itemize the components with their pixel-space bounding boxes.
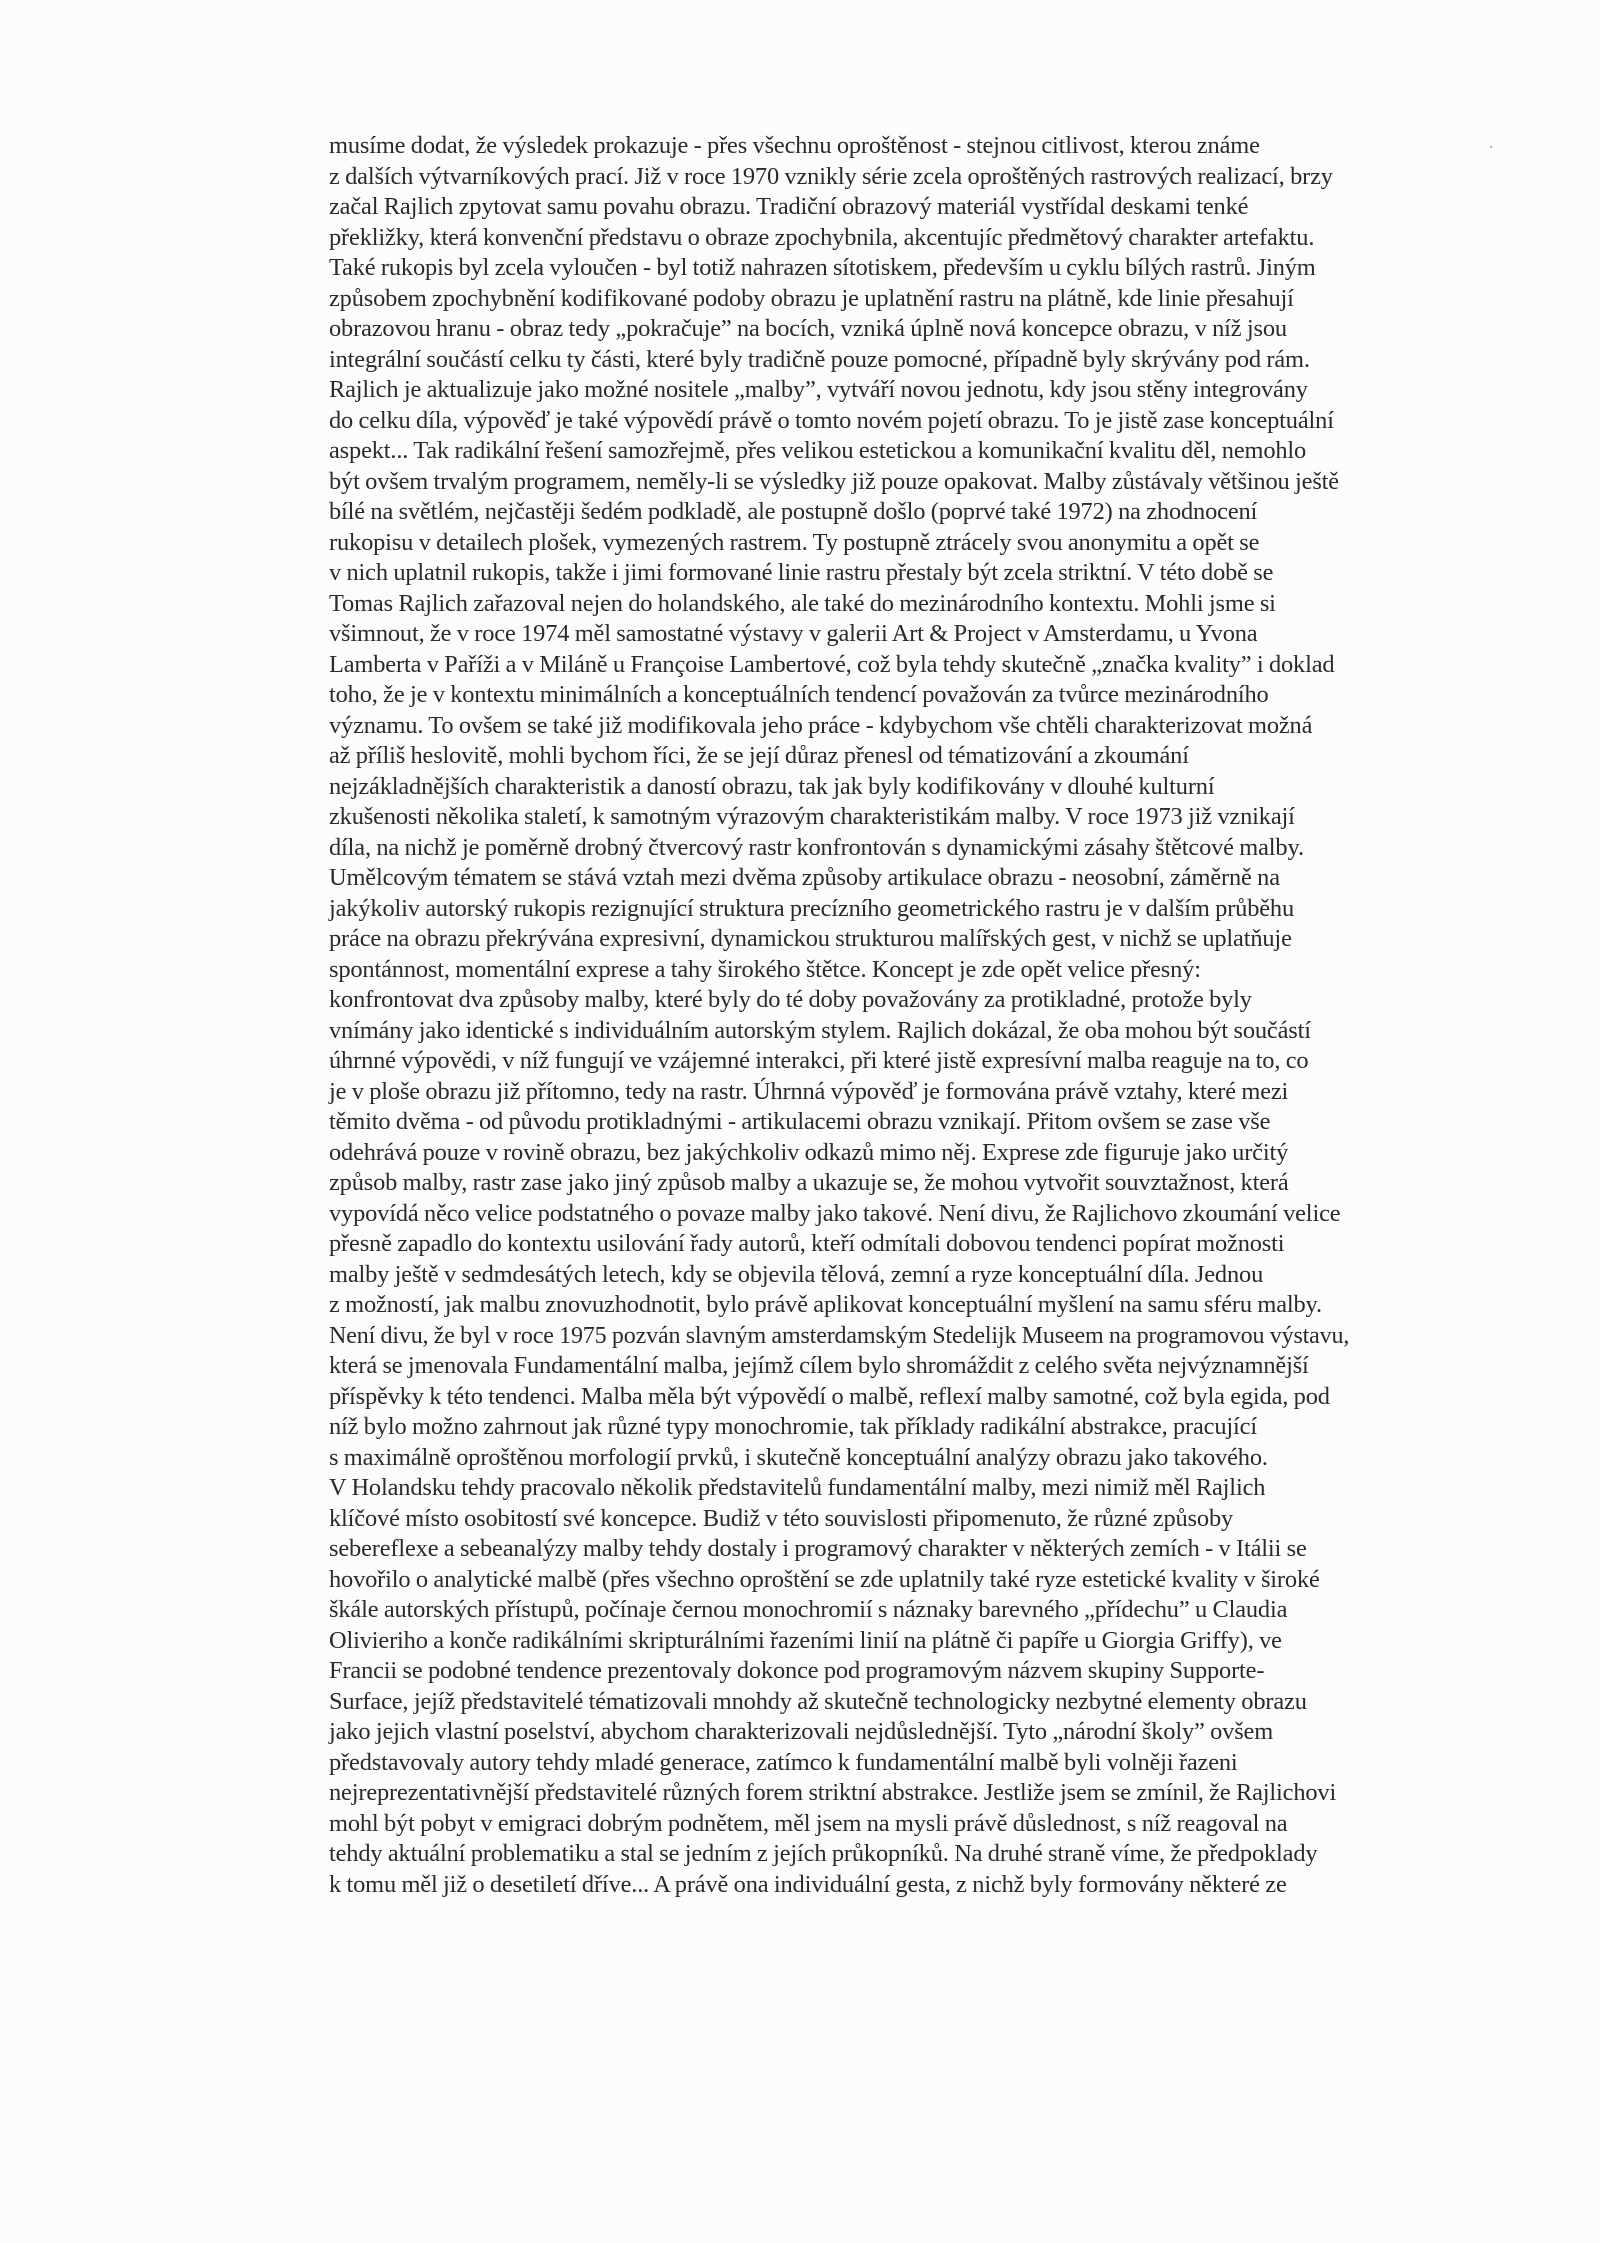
text-line: konfrontovat dva způsoby malby, které byly do té doby považovány za protikladné, protože byly: [329, 986, 1252, 1013]
text-line: jako jejich vlastní poselství, abychom charakterizovali nejdůslednější. Tyto „národní školy” ovšem: [329, 1718, 1274, 1745]
text-line: musíme dodat, že výsledek prokazuje - přes všechnu oproštěnost - stejnou citlivost, kterou známe: [329, 132, 1260, 159]
text-line: bílé na světlém, nejčastěji šedém podkladě, ale postupně došlo (poprvé také 1972) na zhodnocení: [329, 498, 1258, 525]
text-line: hovořilo o analytické malbě (přes všechno oproštění se zde uplatnily také ryze estetické kvality v široké: [329, 1565, 1320, 1593]
text-line: škále autorských přístupů, počínaje černou monochromií s náznaky barevného „přídechu” u Claudia: [329, 1596, 1288, 1623]
text-line: mohl být pobyt v emigraci dobrým podnětem, měl jsem na mysli právě důslednost, s níž reagoval na: [329, 1809, 1288, 1837]
text-line: Lamberta v Paříži a v Miláně u Françoise Lambertové, což byla tehdy skutečně „značka kvality” i doklad: [329, 650, 1335, 678]
text-line: Francii se podobné tendence prezentovaly dokonce pod programovým názvem skupiny Supporte-: [329, 1657, 1265, 1684]
text-line: tehdy aktuální problematiku a stal se jedním z jejích průkopníků. Na druhé straně víme, že předpoklady: [329, 1840, 1318, 1867]
text-line: díla, na nichž je poměrně drobný čtvercový rastr konfrontován s dynamickými zásahy štětcové malby.: [329, 833, 1304, 861]
text-line: významu. To ovšem se také již modifikovala jeho práce - kdybychom vše chtěli charakterizovat možná: [329, 711, 1313, 739]
text-line: s maximálně oproštěnou morfologií prvků, i skutečně konceptuální analýzy obrazu jako takového.: [329, 1443, 1268, 1471]
text-line: v nich uplatnil rukopis, takže i jimi formované linie rastru přestaly být zcela striktní. V této době se: [329, 559, 1274, 586]
text-line: začal Rajlich zpytovat samu povahu obrazu. Tradiční obrazový materiál vystřídal deskami tenké: [329, 193, 1249, 220]
text-line: je v ploše obrazu již přítomno, tedy na rastr. Úhrnná výpověď je formována právě vztahy, které mezi: [329, 1077, 1289, 1105]
text-line: úhrnné výpovědi, v níž fungují ve vzájemné interakci, při které jistě expresívní malba reaguje na to, co: [329, 1047, 1309, 1074]
text-line: překližky, která konvenční představu o obraze zpochybnila, akcentujíc předmětový charakter artefaktu.: [329, 223, 1315, 251]
text-line: vypovídá něco velice podstatného o povaze malby jako takové. Není divu, že Rajlichovo zkoumání velice: [329, 1199, 1341, 1227]
text-line: představovaly autory tehdy mladé generace, zatímco k fundamentální malbě byli volněji řazeni: [329, 1748, 1238, 1776]
text-line: která se jmenovala Fundamentální malba, jejímž cílem bylo shromáždit z celého světa nejvýznamnější: [329, 1352, 1309, 1379]
text-line: V Holandsku tehdy pracovalo několik představitelů fundamentální malby, mezi nimiž měl Rajlich: [329, 1474, 1266, 1501]
text-line: do celku díla, výpověď je také výpovědí právě o tomto novém pojetí obrazu. To je jistě zase konceptuální: [329, 406, 1334, 434]
text-line: vnímány jako identické s individuálním autorským stylem. Rajlich dokázal, že oba mohou být součástí: [329, 1016, 1311, 1044]
text-line: malby ještě v sedmdesátých letech, kdy se objevila tělová, zemní a ryze konceptuální díla. Jednou: [329, 1260, 1264, 1288]
text-line: klíčové místo osobitostí své koncepce. Budiž v této souvislosti připomenuto, že různé způsoby: [329, 1504, 1234, 1532]
text-line: jakýkoliv autorský rukopis rezignující struktura precízního geometrického rastru je v dalším průběhu: [329, 894, 1295, 922]
text-line: z možností, jak malbu znovuzhodnotit, bylo právě aplikovat konceptuální myšlení na samu sféru malby.: [329, 1291, 1322, 1318]
text-line: Není divu, že byl v roce 1975 pozván slavným amsterdamským Stedelijk Museem na programovou výstavu,: [329, 1321, 1350, 1349]
text-line: Surface, jejíž představitelé tématizovali mnohdy až skutečně technologicky nezbytné elementy obrazu: [329, 1687, 1307, 1715]
text-line: Umělcovým tématem se stává vztah mezi dvěma způsoby artikulace obrazu - neosobní, záměrně na: [329, 864, 1280, 891]
text-line: integrální součástí celku ty části, které byly tradičně pouze pomocné, případně byly skrývány pod rám.: [329, 345, 1310, 373]
text-line: příspěvky k této tendenci. Malba měla být výpovědí o malbě, reflexí malby samotné, což byla egida, pod: [329, 1382, 1330, 1410]
text-line: být ovšem trvalým programem, neměly-li se výsledky již pouze opakovat. Malby zůstávaly většinou ještě: [329, 467, 1339, 495]
text-line: aspekt... Tak radikální řešení samozřejmě, přes velikou estetickou a komunikační kvalitu děl, nemohlo: [329, 437, 1307, 464]
text-line: všimnout, že v roce 1974 měl samostatné výstavy v galerii Art & Project v Amsterdamu, u Yvona: [329, 620, 1258, 647]
text-line: až příliš heslovitě, mohli bychom říci, že se její důraz přenesl od tématizování a zkoumání: [329, 742, 1189, 769]
text-line: sebereflexe a sebeanalýzy malby tehdy dostaly i programový charakter v některých zemích - v Itálii se: [329, 1535, 1307, 1562]
body-text: [329, 131, 1349, 1900]
text-line: rukopisu v detailech plošek, vymezených rastrem. Ty postupně ztrácely svou anonymitu a opět se: [329, 528, 1260, 556]
text-line: obrazovou hranu - obraz tedy „pokračuje” na bocích, vzniká úplně nová koncepce obrazu, v níž jsou: [329, 315, 1287, 342]
text-line: Tomas Rajlich zařazoval nejen do holandského, ale také do mezinárodního kontextu. Mohli jsme si: [329, 589, 1276, 617]
text-line: nejzákladnějších charakteristik a daností obrazu, tak jak byly kodifikovány v dlouhé kulturní: [329, 772, 1215, 800]
text-line: Také rukopis byl zcela vyloučen - byl totiž nahrazen sítotiskem, především u cyklu bílých rastrů. Jiným: [329, 254, 1316, 281]
paper-speck: [1490, 146, 1492, 148]
text-line: odehrává pouze v rovině obrazu, bez jakýchkoliv odkazů mimo něj. Exprese zde figuruje jako určitý: [329, 1138, 1289, 1166]
text-line: zkušenosti několika staletí, k samotným výrazovým charakteristikám malby. V roce 1973 již vznikají: [329, 803, 1295, 830]
text-line: práce na obrazu překrývána expresivní, dynamickou strukturou malířských gest, v nichž se uplatňuje: [329, 925, 1292, 952]
text-line: Olivieriho a konče radikálními skripturálními řazeními linií na plátně či papíře u Giorgia Griffy), ve: [329, 1626, 1282, 1654]
text-line: nejreprezentativnější představitelé různých forem striktní abstrakce. Jestliže jsem se zmínil, že Rajlichovi: [329, 1779, 1337, 1806]
text-line: Rajlich je aktualizuje jako možné nositele „malby”, vytváří novou jednotu, kdy jsou stěny integrovány: [329, 376, 1308, 403]
text-line: způsob malby, rastr zase jako jiný způsob malby a ukazuje se, že mohou vytvořit souvztažnost, která: [329, 1169, 1289, 1196]
text-line: spontánnost, momentální exprese a tahy širokého štětce. Koncept je zde opět velice přesný:: [329, 955, 1201, 983]
text-line: toho, že je v kontextu minimálních a konceptuálních tendencí považován za tvůrce mezinárodního: [329, 681, 1269, 708]
text-line: níž bylo možno zahrnout jak různé typy monochromie, tak příklady radikální abstrakce, pracující: [329, 1413, 1257, 1440]
text-line: k tomu měl již o desetiletí dříve... A právě ona individuální gesta, z nichž byly formovány některé ze: [329, 1870, 1287, 1898]
text-line: z dalších výtvarníkových prací. Již v roce 1970 vznikly série zcela oproštěných rastrových realizací, brzy: [329, 162, 1333, 190]
text-line: přesně zapadlo do kontextu usilování řady autorů, kteří odmítali dobovou tendenci popírat možnosti: [329, 1230, 1285, 1257]
text-line: způsobem zpochybnění kodifikované podoby obrazu je uplatnění rastru na plátně, kde linie přesahují: [329, 284, 1294, 312]
text-line: těmito dvěma - od původu protikladnými - artikulacemi obrazu vznikají. Přitom ovšem se zase vše: [329, 1108, 1271, 1135]
